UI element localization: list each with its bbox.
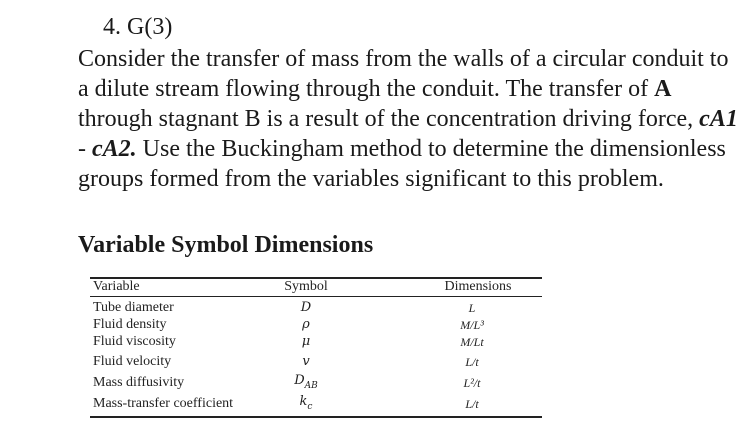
- statement-text-1: Consider the transfer of mass from the walls of a circular conduit to a dilute stream flowing through the conduit. The transfer of: [78, 46, 729, 102]
- problem-statement: [78, 44, 738, 194]
- row-symbol: $k_c$: [299, 394, 313, 412]
- header-dimensions: Dimensions: [444, 279, 512, 294]
- variables-table: [90, 277, 542, 419]
- statement-ca2: cA2.: [92, 136, 137, 162]
- table-header-rule: [90, 296, 542, 297]
- statement-text-2: through stagnant B is a result of the concentration driving force,: [78, 106, 700, 132]
- table-bottom-rule: [90, 416, 542, 418]
- row-dimensions: L: [468, 301, 476, 315]
- header-symbol: Symbol: [284, 279, 328, 294]
- row-symbol: D: [300, 300, 312, 315]
- row-variable: Mass diffusivity: [93, 375, 185, 390]
- row-symbol: ρ: [302, 317, 310, 332]
- statement-text-3: -: [78, 136, 92, 162]
- row-variable: Fluid viscosity: [93, 334, 176, 349]
- statement-ca1: cA1: [699, 106, 738, 132]
- row-dimensions: M/L³: [460, 318, 484, 332]
- row-variable: Fluid density: [93, 317, 167, 332]
- row-variable: Mass-transfer coefficient: [93, 396, 234, 411]
- table-heading: Variable Symbol Dimensions: [78, 232, 374, 258]
- row-variable: Tube diameter: [93, 300, 174, 315]
- row-dimensions: L/t: [465, 355, 479, 369]
- row-symbol: v: [302, 354, 310, 369]
- row-symbol: $D_{AB}$: [294, 373, 318, 391]
- header-variable: Variable: [93, 279, 140, 294]
- row-symbol: μ: [301, 334, 311, 349]
- question-number: 4. G(3): [103, 14, 173, 40]
- statement-text-4: Use the Buckingham method to determine the dimensionless groups formed from the variables significant to this problem.: [78, 136, 726, 192]
- row-dimensions: L/t: [465, 397, 479, 411]
- row-dimensions: M/Lt: [460, 335, 484, 349]
- statement-bold-a: A: [654, 76, 672, 102]
- row-dimensions: L²/t: [463, 376, 481, 390]
- row-variable: Fluid velocity: [93, 354, 172, 369]
